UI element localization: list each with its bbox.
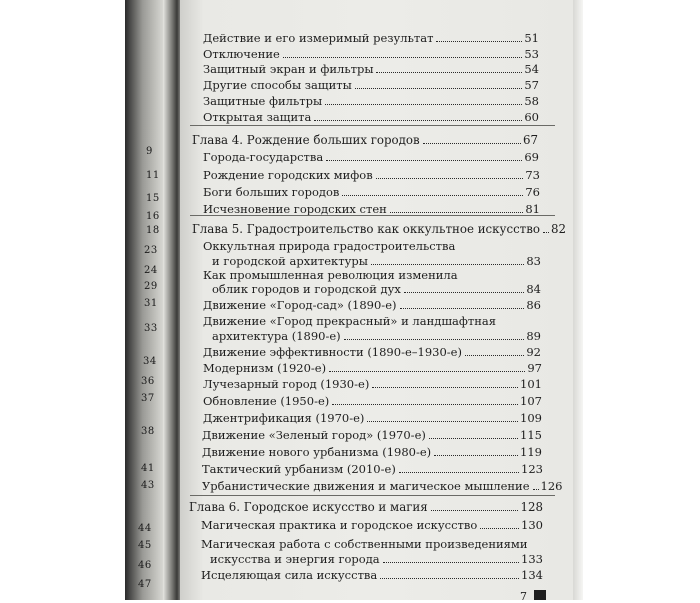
toc-entry [203,202,540,216]
toc-entry-page: 51 [524,31,539,45]
toc-entry-title: Обновление (1950-е) [203,394,330,408]
toc-entry [203,411,542,425]
toc-entry-page: 84 [526,282,541,296]
toc-entry [202,462,543,476]
toc-entry-page: 81 [525,202,540,216]
leader-dots [390,212,524,213]
toc-entry [203,62,539,76]
toc-entry [203,94,539,108]
toc-entry-page: 53 [524,47,539,61]
leader-dots [376,178,524,179]
edge-number: 33 [144,323,158,334]
toc-entry-page: 69 [524,150,539,164]
edge-number: 41 [141,463,155,474]
edge-number: 9 [146,146,153,157]
folio-marker [534,590,546,600]
edge-number: 34 [143,356,157,367]
toc-entry [203,150,539,164]
toc-entry-title: Отключение [203,47,280,61]
edge-number: 43 [141,480,155,491]
toc-entry [203,78,539,92]
toc-entry-page: 101 [520,377,542,391]
leader-dots [342,195,523,196]
edge-number: 18 [146,225,160,236]
leader-dots [355,88,523,89]
chapter-title: Глава 4. Рождение больших городов [192,133,420,147]
toc-entry-page: 57 [524,78,539,92]
leader-dots [283,57,523,58]
chapter-page: 128 [520,500,543,514]
edge-number: 47 [138,579,152,590]
toc-entry-page: 107 [520,394,542,408]
edge-number: 23 [144,245,158,256]
leader-dots [431,510,519,511]
leader-dots [383,562,519,563]
chapter-entry [192,133,538,147]
leader-dots [367,421,518,422]
toc-entry-title: Защитный экран и фильтры [203,62,374,76]
toc-entry-page: 92 [526,345,541,359]
leader-dots [423,143,521,144]
edge-number: 16 [146,211,160,222]
toc-entry [203,298,541,312]
toc-entry [203,185,540,199]
toc-entry-page: 89 [526,329,541,343]
toc-entry [203,345,541,359]
leader-dots [533,489,539,490]
edge-number: 11 [146,170,160,181]
edge-number: 24 [144,265,158,276]
toc-entry [212,329,541,343]
toc-entry-page: 58 [524,94,539,108]
edge-number: 15 [146,193,160,204]
edge-number: 36 [141,376,155,387]
leader-dots [325,104,522,105]
toc-entry-title: Исцеляющая сила искусства [201,568,378,582]
toc-entry [212,254,541,268]
toc-entry-title: Движение «Зеленый город» (1970-е) [202,428,426,442]
toc-entry-title: Движение нового урбанизма (1980-е) [202,445,432,459]
toc-entry [203,168,540,182]
toc-entry-page: 115 [520,428,542,442]
edge-number: 44 [138,523,152,534]
leader-dots [380,578,519,579]
toc-entry-title: Действие и его измеримый результат [203,31,434,45]
toc-entry-title-line1: Как промышленная революция изменила [203,268,458,282]
page-folio: 7 [520,590,527,603]
leader-dots [332,404,518,405]
toc-entry-page: 76 [525,185,540,199]
chapter-entry [189,500,543,514]
leader-dots [465,355,524,356]
toc-entry-title-line1: Оккультная природа градостроительства [203,239,456,253]
toc-entry-page: 54 [524,62,539,76]
edge-number: 31 [144,298,158,309]
edge-number: 46 [138,560,152,571]
toc-entry [201,518,543,532]
toc-entry-page: 60 [524,110,539,124]
section-divider [190,495,555,496]
edge-number: 37 [141,393,155,404]
toc-entry-title-line2: облик городов и городской дух [212,282,401,296]
toc-entry-page: 86 [526,298,541,312]
leader-dots [326,160,522,161]
leader-dots [480,528,519,529]
leader-dots [372,387,518,388]
toc-entry [201,568,543,582]
toc-entry-title-line2: архитектура (1890-е) [212,329,341,343]
toc-entry [203,377,542,391]
toc-entry [203,110,539,124]
toc-entry-title: Лучезарный город (1930-е) [203,377,370,391]
edge-number: 38 [141,426,155,437]
toc-entry-page: 97 [527,361,542,375]
leader-dots [543,232,549,233]
toc-entry-title: Тактический урбанизм (2010-е) [202,462,396,476]
section-divider [190,215,555,216]
toc-entry-title: Движение «Город-сад» (1890-е) [203,298,397,312]
toc-entry-title: Исчезновение городских стен [203,202,387,216]
leader-dots [434,455,518,456]
toc-entry [210,552,543,566]
toc-entry-title: Движение эффективности (1890-е–1930-е) [203,345,462,359]
leader-dots [404,292,524,293]
toc-entry-page: 134 [521,568,543,582]
toc-entry-title-line1: Магическая работа с собственными произведениями [201,537,528,551]
leader-dots [400,308,525,309]
leader-dots [314,120,522,121]
toc-entry-title: Магическая практика и городское искусство [201,518,478,532]
edge-number: 45 [138,540,152,551]
chapter-entry [192,222,566,236]
toc-entry [203,361,542,375]
toc-entry-page: 73 [525,168,540,182]
leader-dots [436,41,522,42]
chapter-title: Глава 5. Градостроительство как оккультное искусство [192,222,540,236]
toc-entry-title: Города-государства [203,150,324,164]
toc-entry-page: 126 [540,479,563,493]
toc-entry-page: 133 [521,552,543,566]
toc-entry-page: 109 [520,411,542,425]
toc-entry-title: Другие способы защиты [203,78,352,92]
toc-entry [203,47,539,61]
toc-entry-title: Защитные фильтры [203,94,323,108]
section-divider [190,125,555,126]
chapter-page: 67 [522,133,538,147]
chapter-page: 82 [550,222,566,236]
toc-entry [202,479,563,493]
toc-entry-title-line1: Движение «Город прекрасный» и ландшафтная [203,314,497,328]
toc-entry-title: Боги больших городов [203,185,340,199]
leader-dots [376,72,522,73]
toc-entry [212,282,541,296]
chapter-title: Глава 6. Городское искусство и магия [189,500,428,514]
edge-number: 29 [144,281,158,292]
toc-entry [202,445,542,459]
toc-entry-title: Рождение городских мифов [203,168,373,182]
toc-entry-title-line2: искусства и энергия города [210,552,380,566]
toc-entry-page: 83 [526,254,541,268]
toc-entry-title: Урбанистические движения и магическое мышление [202,479,530,493]
leader-dots [344,339,525,340]
toc-entry-title: Джентрификация (1970-е) [203,411,365,425]
toc-entry-title-line2: и городской архитектуры [212,254,368,268]
toc-entry-page: 119 [520,445,542,459]
leader-dots [399,472,519,473]
toc-entry-title: Модернизм (1920-е) [203,361,327,375]
toc-entry [203,394,542,408]
toc-entry [202,428,542,442]
toc-entry-page: 123 [521,462,543,476]
leader-dots [429,438,518,439]
leader-dots [371,264,524,265]
leader-dots [329,371,525,372]
toc-entry [203,31,539,45]
toc-entry-page: 130 [521,518,543,532]
toc-entry-title: Открытая защита [203,110,312,124]
